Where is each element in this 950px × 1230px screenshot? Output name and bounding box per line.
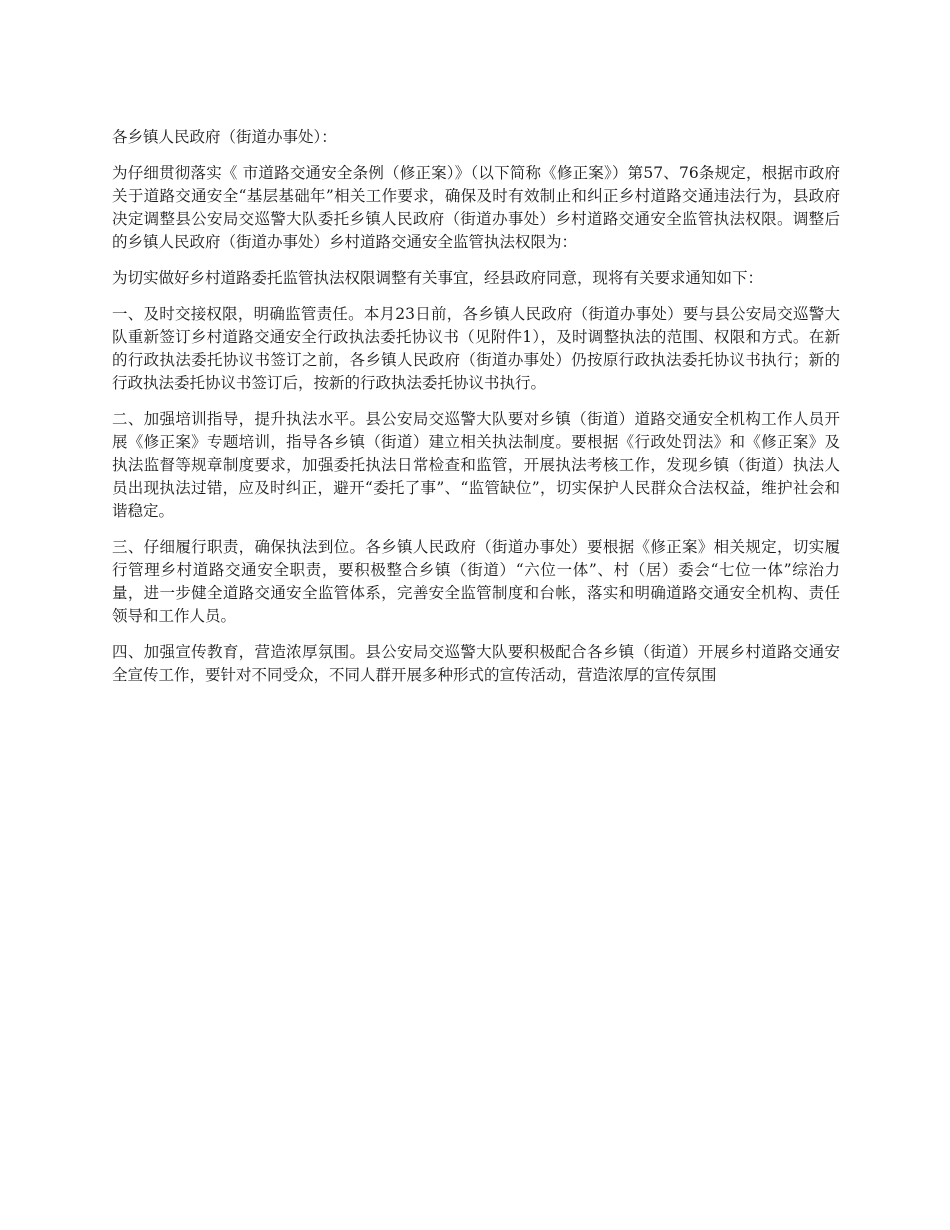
- paragraph-item-2: 二、加强培训指导，提升执法水平。县公安局交巡警大队要对乡镇（街道）道路交通安全机构工作人员开展《修正案》专题培训，指导各乡镇（街道）建立相关执法制度。要根据《行政处罚法》和《修正案》及执法监督等规章制度要求，加强委托执法日常检查和监管，开展执法考核工作，发现乡镇（街道）执法人员出现执法过错，应及时纠正，避开“委托了事”、“监管缺位”，切实保护人民群众合法权益，维护社会和谐稳定。: [112, 410, 840, 520]
- document-body: [112, 126, 840, 700]
- paragraph-item-3: 三、仔细履行职责，确保执法到位。各乡镇人民政府（街道办事处）要根据《修正案》相关规定，切实履行管理乡村道路交通安全职责，要积极整合乡镇（街道）“六位一体”、村（居）委会“七位一体”综治力量，进一步健全道路交通安全监管体系，完善安全监管制度和台帐，落实和明确道路交通安全机构、责任领导和工作人员。: [112, 538, 840, 625]
- paragraph-notice: 为切实做好乡村道路委托监管执法权限调整有关事宜，经县政府同意，现将有关要求通知如下：: [112, 269, 764, 287]
- paragraph-item-4: 四、加强宣传教育，营造浓厚氛围。县公安局交巡警大队要积极配合各乡镇（街道）开展乡村道路交通安全宣传工作，要针对不同受众，不同人群开展多种形式的宣传活动，营造浓厚的宣传氛围: [112, 643, 840, 684]
- paragraph-item-1: 一、及时交接权限，明确监管责任。本月23日前，各乡镇人民政府（街道办事处）要与县公安局交巡警大队重新签订乡村道路交通安全行政执法委托协议书（见附件1），及时调整执法的范围、权限和方式。在新的行政执法委托协议书签订之前，各乡镇人民政府（街道办事处）仍按原行政执法委托协议书执行；新的行政执法委托协议书签订后，按新的行政执法委托协议书执行。: [112, 305, 840, 392]
- salutation: 各乡镇人民政府（街道办事处）：: [112, 128, 337, 146]
- paragraph-intro: 为仔细贯彻落实《 市道路交通安全条例（修正案）》（以下简称《修正案》）第57、76条规定，根据市政府关于道路交通安全“基层基础年”相关工作要求，确保及时有效制止和纠正乡村道路交通违法行为，县政府决定调整县公安局交巡警大队委托乡镇人民政府（街道办事处）乡村道路交通安全监管执法权限。调整后的乡镇人民政府（街道办事处）乡村道路交通安全监管执法权限为：: [112, 164, 840, 251]
